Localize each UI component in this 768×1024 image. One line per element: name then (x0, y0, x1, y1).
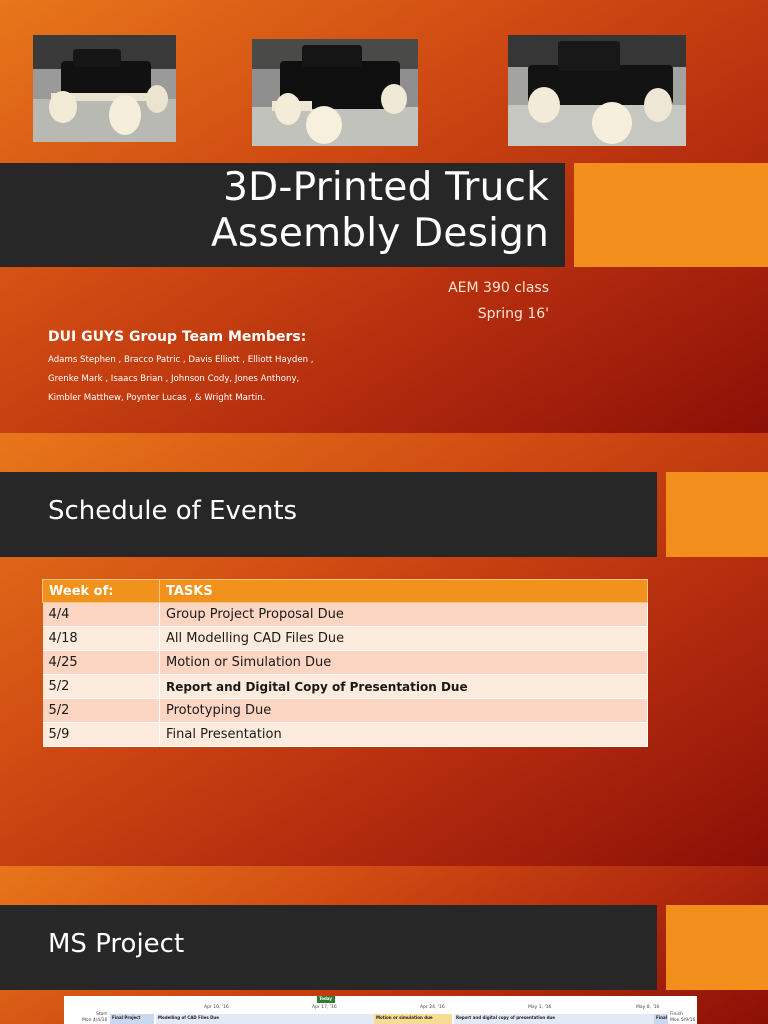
schedule-slide (0, 433, 768, 866)
term: Spring 16' (477, 306, 549, 322)
slide-title: MS Project (48, 929, 185, 959)
gantt-timeline (64, 996, 697, 1024)
team-members-line-3: Kimbler Matthew, Poynter Lucas , & Wright Martin. (48, 393, 266, 403)
team-members-line-1: Adams Stephen , Bracco Patric , Davis Elliott , Elliott Hayden , (48, 355, 314, 365)
table-row (43, 627, 648, 651)
gantt-task-label: Report and digital copy of presentation due (456, 1015, 555, 1020)
slide-title: Schedule of Events (48, 496, 298, 526)
team-heading: DUI GUYS Group Team Members: (48, 329, 307, 345)
column-header-week: Week of: (43, 580, 160, 603)
task-cell: Report and Digital Copy of Presentation Due (160, 675, 648, 699)
schedule-table (42, 579, 648, 747)
ms-project-slide (0, 866, 768, 1024)
start-label: Start (96, 1012, 107, 1017)
table-header-row (43, 580, 648, 603)
table-row (43, 603, 648, 627)
accent-block (574, 163, 768, 267)
title-line-2: Assembly Design (210, 211, 549, 256)
title-bar (0, 905, 657, 990)
timeline-date: Apr 17, '16 (312, 1005, 337, 1010)
table-row (43, 699, 648, 723)
gantt-task (454, 1014, 654, 1024)
gantt-task-label: Final (656, 1015, 668, 1020)
timeline-date: May 8, '16 (636, 1005, 660, 1010)
week-cell: 4/25 (43, 651, 160, 675)
class-name: AEM 390 class (448, 280, 549, 296)
truck-photo-3 (508, 35, 686, 146)
title-slide (0, 0, 768, 433)
gantt-task (374, 1014, 452, 1024)
week-cell: 5/9 (43, 723, 160, 747)
timeline-date: May 1, '16 (528, 1005, 552, 1010)
finish-label: Finish (670, 1012, 683, 1017)
timeline-date: Apr 24, '16 (420, 1005, 445, 1010)
table-row (43, 675, 648, 699)
week-cell: 5/2 (43, 675, 160, 699)
gantt-task-label: Modelling of CAD Files Due (158, 1015, 219, 1020)
accent-block (666, 472, 768, 557)
gantt-task-label: Final Project (112, 1015, 141, 1020)
week-cell: 4/4 (43, 603, 160, 627)
title-line-1: 3D-Printed Truck (223, 165, 549, 210)
timeline-date: Apr 10, '16 (204, 1005, 229, 1010)
task-cell: Group Project Proposal Due (160, 603, 648, 627)
gantt-task-label: Motion or simulation due (376, 1015, 433, 1020)
today-label: Today (319, 996, 332, 1001)
week-cell: 4/18 (43, 627, 160, 651)
task-cell: Final Presentation (160, 723, 648, 747)
gantt-task (654, 1014, 668, 1024)
task-cell: Motion or Simulation Due (160, 651, 648, 675)
task-cell: All Modelling CAD Files Due (160, 627, 648, 651)
table-row (43, 723, 648, 747)
truck-photo-2 (252, 39, 418, 146)
title-bar (0, 472, 657, 557)
title-bar (0, 163, 565, 267)
task-cell: Prototyping Due (160, 699, 648, 723)
today-marker (317, 996, 335, 1003)
accent-block (666, 905, 768, 990)
table-row (43, 651, 648, 675)
column-header-tasks: TASKS (160, 580, 648, 603)
team-members-line-2: Grenke Mark , Isaacs Brian , Johnson Cody, Jones Anthony, (48, 374, 300, 384)
gantt-task (110, 1014, 154, 1024)
start-date: Mon 4/4/16 (82, 1018, 108, 1023)
finish-date: Mon 5/9/16 (670, 1018, 696, 1023)
gantt-task (156, 1014, 376, 1024)
truck-photo-1 (33, 35, 176, 142)
week-cell: 5/2 (43, 699, 160, 723)
